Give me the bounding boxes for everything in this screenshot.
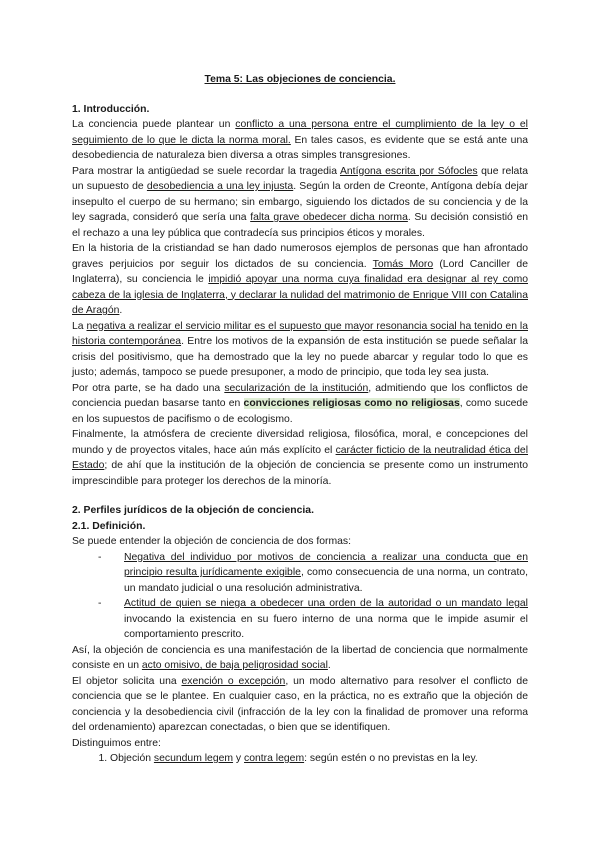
highlighted-text: convicciones religiosas como no religiosas <box>243 398 460 409</box>
paragraph: Para mostrar la antigüedad se suele recordar la tragedia Antígona escrita por Sófocles que relata un supuesto de desobediencia a una ley injusta. Según la orden de Creonte, Antígona debía dejar insepulto el cuerpo de su hermano; sin embargo, siguiendo los dictados de su conciencia y de la ley sagrada, consideró que sería una falta grave obedecer dicha norma. Su decisión consistió en el rechazo a una ley pública que contradecía sus principios éticos y morales. <box>72 165 529 239</box>
section-heading-introduccion: 1. Introducción. <box>72 103 150 115</box>
page-title: Tema 5: Las objeciones de conciencia. <box>204 74 396 85</box>
document-page <box>72 72 528 767</box>
paragraph: Finalmente, la atmósfera de creciente diversidad religiosa, filosófica, moral, e concepciones del mundo y de proyectos vitales, hace aún más explícito el carácter ficticio de la neutralidad ética del Estado; de ahí que la institución de la objeción de conciencia se presente como un instrumento imprescindible para proteger los derechos de la minoría. <box>72 429 529 487</box>
paragraph: Distinguimos entre: <box>72 737 161 749</box>
numbered-list <box>72 751 528 767</box>
list-item: - Negativa del individuo por motivos de conciencia a realizar una conducta que en principio resulta jurídicamente exigible, como consecuencia de una norma, un contrato, un mandato judicial o una resolución administrativa. <box>124 550 528 597</box>
paragraph: Se puede entender la objeción de conciencia de dos formas: <box>72 536 352 547</box>
section-heading-perfiles: 2. Perfiles jurídicos de la objeción de conciencia. <box>72 505 314 516</box>
paragraph: Por otra parte, se ha dado una secularización de la institución, admitiendo que los conflictos de conciencia puedan basarse tanto en convicciones religiosas como no religiosas, como sucede en los supuestos de pacifismo o de ecologismo. <box>72 382 528 425</box>
subsection-heading-definicion: 2.1. Definición. <box>72 520 146 532</box>
paragraph: Así, la objeción de conciencia es una manifestación de la libertad de conciencia que normalmente consiste en un acto omisivo, de baja peligrosidad social. <box>72 644 528 671</box>
paragraph: El objetor solicita una exención o excepción, un modo alternativo para resolver el conflicto de conciencia que se le plantee. En cualquier caso, en la práctica, no es extraño que la objeción de conciencia y la desobediencia civil (infracción de la ley con la finalidad de promover una reforma del ordenamiento) aparezcan conectadas, o bien que se identifiquen. <box>72 675 528 733</box>
paragraph: La negativa a realizar el servicio militar es el supuesto que mayor resonancia social ha tenido en la historia contemporánea. Entre los motivos de la expansión de esta institución se puede señalar la crisis del positivismo, que ha demostrado que la ley no puede abarcar y regular todo lo que es justo; además, tampoco se puede presuponer, a modo de principio, que toda ley sea justa. <box>72 320 528 378</box>
definition-list <box>72 550 528 643</box>
list-item: 1. Objeción secundum legem y contra legem: según estén o no previstas en la ley. <box>110 751 528 767</box>
paragraph: En la historia de la cristiandad se han dado numerosos ejemplos de personas que han afrontado graves perjuicios por seguir los dictados de su conciencia. Tomás Moro (Lord Canciller de Inglaterra), su conciencia le impidió apoyar una norma cuya finalidad era designar al rey como cabeza de la iglesia de Inglaterra, y declarar la nulidad del matrimonio de Enrique VIII con Catalina de Aragón. <box>72 243 528 316</box>
paragraph: La conciencia puede plantear un conflicto a una persona entre el cumplimiento de la ley o el seguimiento de lo que le dicta la norma moral. En tales casos, es evidente que se está ante una desobediencia de naturaleza bien diversa a otras simples transgresiones. <box>72 119 529 161</box>
list-item: - Actitud de quien se niega a obedecer una orden de la autoridad o un mandato legal invocando la existencia en su fuero interno de una norma que le impide asumir el comportamiento prescrito. <box>124 596 528 643</box>
